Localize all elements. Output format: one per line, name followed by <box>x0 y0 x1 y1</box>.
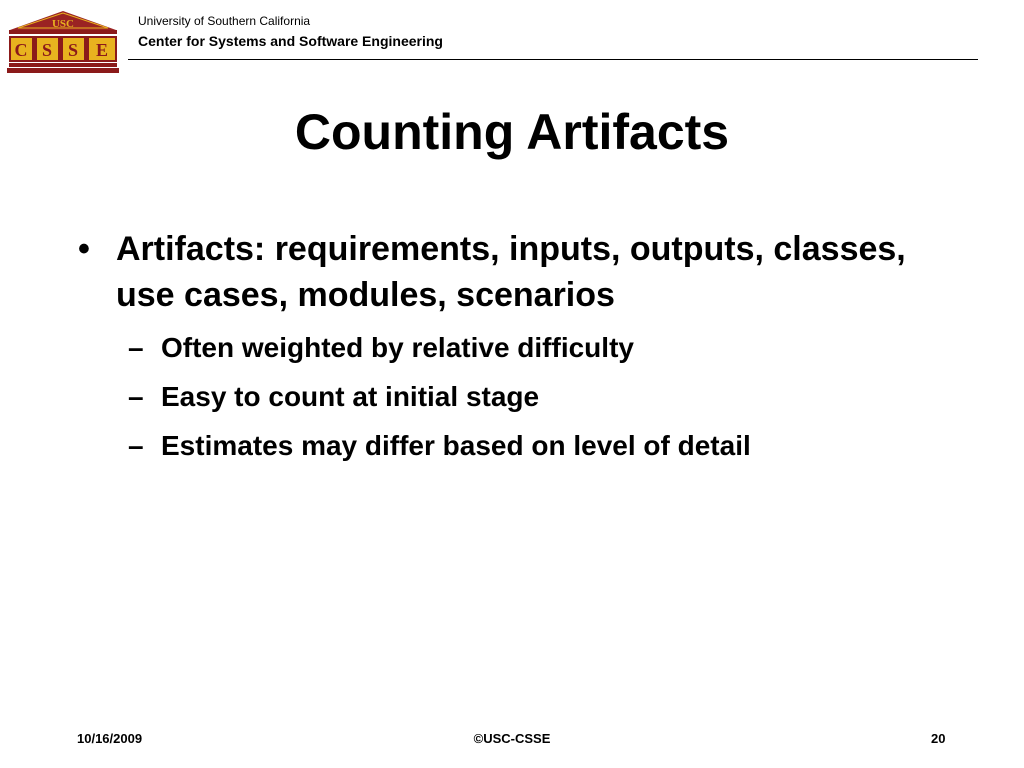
logo-letter-s1: S <box>41 40 53 60</box>
logo-usc-text: USC <box>51 18 75 30</box>
sub-bullet-item <box>128 330 634 366</box>
usc-csse-logo <box>6 10 120 74</box>
center-name: Center for Systems and Software Engineering <box>138 33 443 49</box>
university-name: University of Southern California <box>138 14 311 28</box>
sub-bullet-marker: – <box>128 332 144 363</box>
footer-page-number: 20 <box>931 731 946 746</box>
footer-date: 10/16/2009 <box>77 731 143 746</box>
bullet-item <box>78 226 958 318</box>
sub-bullet-text: Easy to count at initial stage <box>161 381 540 412</box>
footer-copyright: ©USC-CSSE <box>473 731 551 746</box>
sub-bullet-marker: – <box>128 430 144 461</box>
header-divider <box>128 59 978 60</box>
bullet-text: Artifacts: requirements, inputs, outputs, classes, use cases, modules, scenarios <box>116 230 906 314</box>
bullet-marker: • <box>78 230 90 268</box>
sub-bullet-marker: – <box>128 381 144 412</box>
sub-bullet-text: Often weighted by relative difficulty <box>161 332 634 363</box>
logo-letter-s2: S <box>67 40 79 60</box>
sub-bullet-item <box>128 379 539 415</box>
logo-letter-c: C <box>14 40 28 60</box>
logo-letter-e: E <box>95 40 109 60</box>
sub-bullet-text: Estimates may differ based on level of detail <box>161 430 751 461</box>
sub-bullet-item <box>128 428 751 464</box>
slide-title: Counting Artifacts <box>294 104 730 160</box>
